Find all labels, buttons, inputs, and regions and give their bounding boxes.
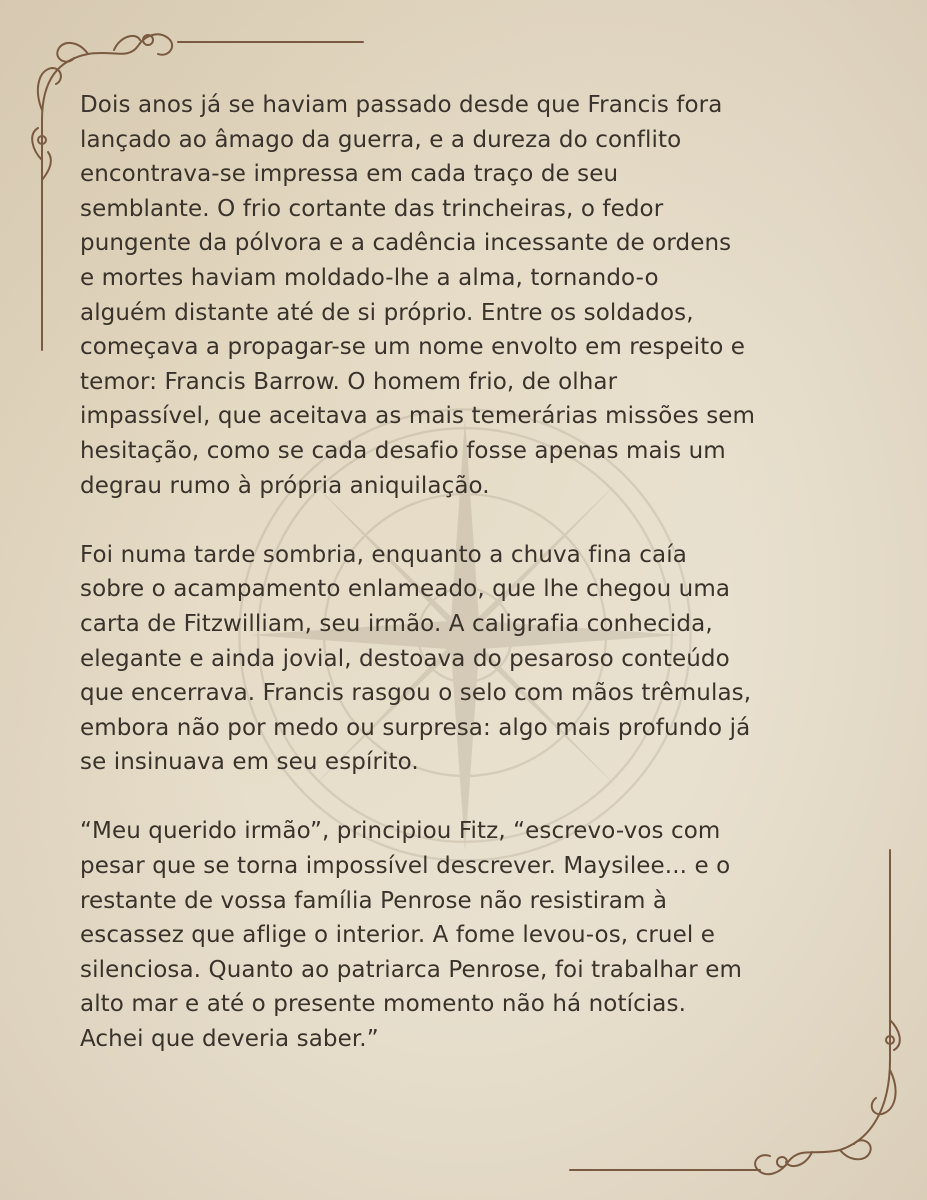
paragraph-2: Foi numa tarde sombria, enquanto a chuva fina caía sobre o acampamento enlameado, que lhe chegou uma carta de Fitzwilliam, seu irmão. A caligrafia conhecida, elegante e ainda jovial, destoava do pesaroso conteúdo que encerrava. Francis rasgou o selo com mãos trêmulas, embora não por medo ou surpresa: algo mais profundo já se insinuava em seu espírito. <box>80 541 752 776</box>
paragraph-3: “Meu querido irmão”, principiou Fitz, “escrevo-vos com pesar que se torna impossível descrever. Maysilee... e o restante de vossa família Penrose não resistiram à escassez que aflige o interior. A fome levou-os, cruel e silenciosa. Quanto ao patriarca Penrose, foi trabalhar em alto mar e até o presente momento não há notícias. Achei que deveria saber.” <box>80 818 742 1053</box>
paragraph-1: Dois anos já se haviam passado desde que Francis fora lançado ao âmago da guerra, e a dureza do conflito encontrava-se impressa em cada traço de seu semblante. O frio cortante das trincheiras, o fedor pungente da pólvora e a cadência incessante de ordens e mortes haviam moldado-lhe a alma, tornando-o alguém distante até de si próprio. Entre os soldados, começava a propagar-se um nome envolto em respeito e temor: Francis Barrow. O homem frio, de olhar impassível, que aceitava as mais temerárias missões sem hesitação, como se cada desafio fosse apenas mais um degrau rumo à própria aniquilação. <box>80 92 756 499</box>
story-text <box>80 88 880 1091</box>
